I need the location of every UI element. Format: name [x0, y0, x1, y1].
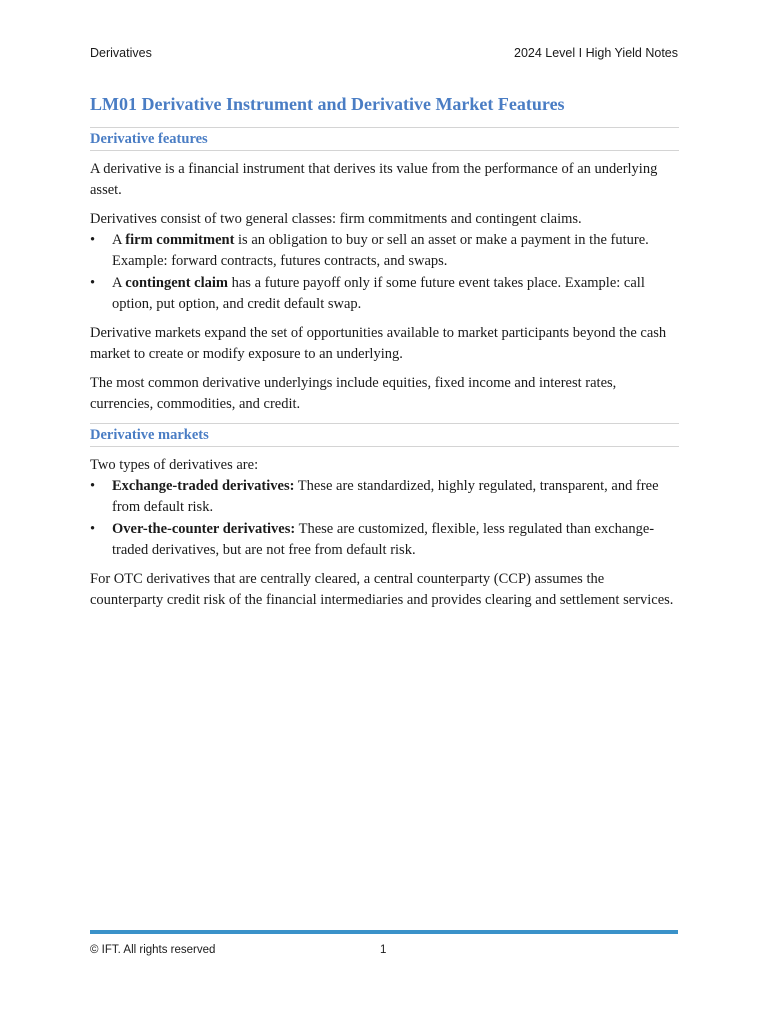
page-title: LM01 Derivative Instrument and Derivative Market Features — [90, 94, 565, 114]
bullet-icon: • — [90, 521, 96, 537]
page-header — [90, 46, 678, 60]
paragraph: Derivatives consist of two general classes: firm commitments and contingent claims. — [90, 211, 582, 227]
list-item: • A contingent claim has a future payoff only if some future event takes place. Example: call option, put option, and credit default swap. — [90, 275, 645, 312]
term: Exchange-traded derivatives: — [112, 478, 295, 494]
term: contingent claim — [125, 275, 228, 291]
bullet-list — [90, 476, 679, 561]
list-item: • Exchange-traded derivatives: These are standardized, highly regulated, transparent, and free from default risk. — [90, 478, 659, 515]
paragraph: Two types of derivatives are: — [90, 457, 259, 473]
term: Over-the-counter derivatives: — [112, 521, 296, 537]
bullet-list — [90, 230, 679, 315]
list-item: • Over-the-counter derivatives: These are customized, flexible, less regulated than exchange-traded derivatives, but are not free from default risk. — [90, 521, 655, 558]
header-right: 2024 Level I High Yield Notes — [514, 46, 678, 60]
page-footer — [90, 944, 678, 956]
paragraph: For OTC derivatives that are centrally cleared, a central counterparty (CCP) assumes the counterparty credit risk of the financial intermediaries and provides clearing and settlement services. — [90, 571, 674, 608]
bullet-icon: • — [90, 275, 96, 291]
page-number: 1 — [380, 944, 387, 956]
section-heading-features: Derivative features — [90, 127, 679, 151]
section-heading-markets: Derivative markets — [90, 423, 679, 447]
bullet-icon: • — [90, 478, 96, 494]
term: firm commitment — [125, 232, 235, 248]
paragraph: The most common derivative underlyings include equities, fixed income and interest rates, currencies, commodities, and credit. — [90, 375, 617, 412]
footer-copyright: © IFT. All rights reserved — [90, 944, 216, 956]
bullet-icon: • — [90, 232, 96, 248]
list-item: • A firm commitment is an obligation to buy or sell an asset or make a payment in the future. Example: forward contracts, futures contracts, and swaps. — [90, 232, 649, 269]
paragraph: A derivative is a financial instrument that derives its value from the performance of an underlying asset. — [90, 161, 658, 198]
footer-divider — [90, 930, 678, 934]
paragraph: Derivative markets expand the set of opportunities available to market participants beyond the cash market to create or modify exposure to an underlying. — [90, 325, 667, 362]
header-left: Derivatives — [90, 46, 152, 60]
page-content — [90, 92, 679, 619]
